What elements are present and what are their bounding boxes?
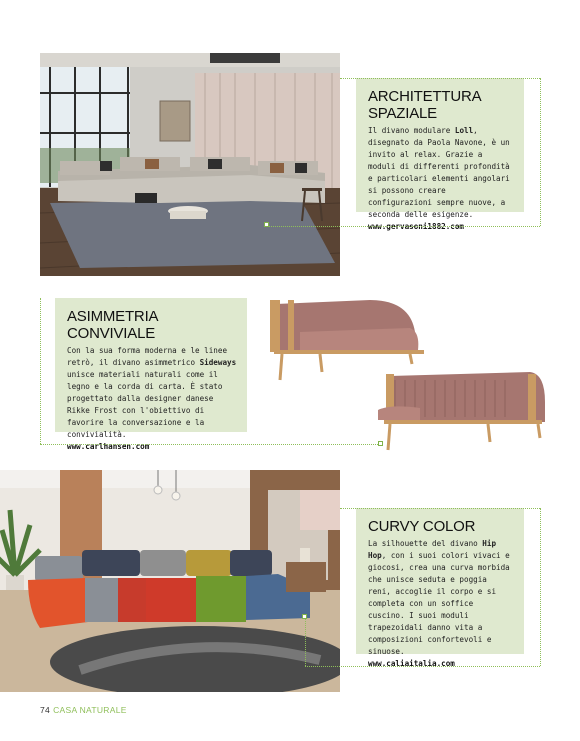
section-title: ASIMMETRIA CONVIVIALE (67, 308, 158, 342)
section-body: Il divano modulare Loll, disegnato da Paola Navone, è un invito al relax. Grazie a moduli di differenti profondità e particolari elementi angolari si possono creare configurazioni sempre nuove, a seconda delle esigenze. (368, 126, 510, 219)
dotted-frame (340, 508, 540, 509)
section-title: ARCHITETTURA SPAZIALE (368, 88, 481, 122)
dotted-frame (305, 666, 540, 667)
product-name: Loll (454, 126, 474, 135)
website-link[interactable]: www.caliaitalia.com (368, 659, 455, 668)
product-name: Hip Hop (368, 539, 497, 560)
page-number: 74 (40, 705, 51, 715)
dotted-frame (305, 618, 306, 666)
product-name: Sideways (199, 358, 237, 367)
dotted-frame (340, 78, 540, 79)
section-body: Con la sua forma moderna e le linee retrò, il divano asimmetrico Sideways unisce materiali naturali come il legno e la corda di carta. È stato progettato dalla designer danese Rikke Frost con l'obiettivo di favorire la conversazione e la convivialità. (67, 346, 237, 439)
corner-marker (264, 222, 269, 227)
hip-hop-sofa-photo (0, 470, 340, 692)
section-body: La silhouette del divano Hip Hop, con i suoi colori vivaci e giocosi, crea una curva morbida che unisce seduta e poggia reni, accoglie il corpo e si completa con un soffice cuscino. I suoi moduli trapezoidali danno vita a composizioni confortevoli e sinuose. (368, 539, 510, 656)
corner-marker (302, 614, 307, 619)
dotted-frame (540, 78, 541, 226)
dotted-frame (266, 226, 540, 227)
website-link[interactable]: www.gervasoni1882.com (368, 222, 465, 231)
section-architettura-spaziale (356, 78, 524, 231)
website-link[interactable]: www.carlhansen.com (67, 442, 150, 451)
magazine-name: CASA NATURALE (53, 705, 127, 715)
section-curvy-color (356, 508, 524, 668)
dotted-frame (540, 508, 541, 666)
section-asimmetria-conviviale (55, 298, 247, 451)
page-footer (40, 705, 127, 715)
living-room-photo (40, 53, 340, 276)
sideways-sofa-photo (260, 292, 560, 462)
dotted-frame (40, 298, 41, 444)
section-title: CURVY COLOR (368, 518, 476, 535)
